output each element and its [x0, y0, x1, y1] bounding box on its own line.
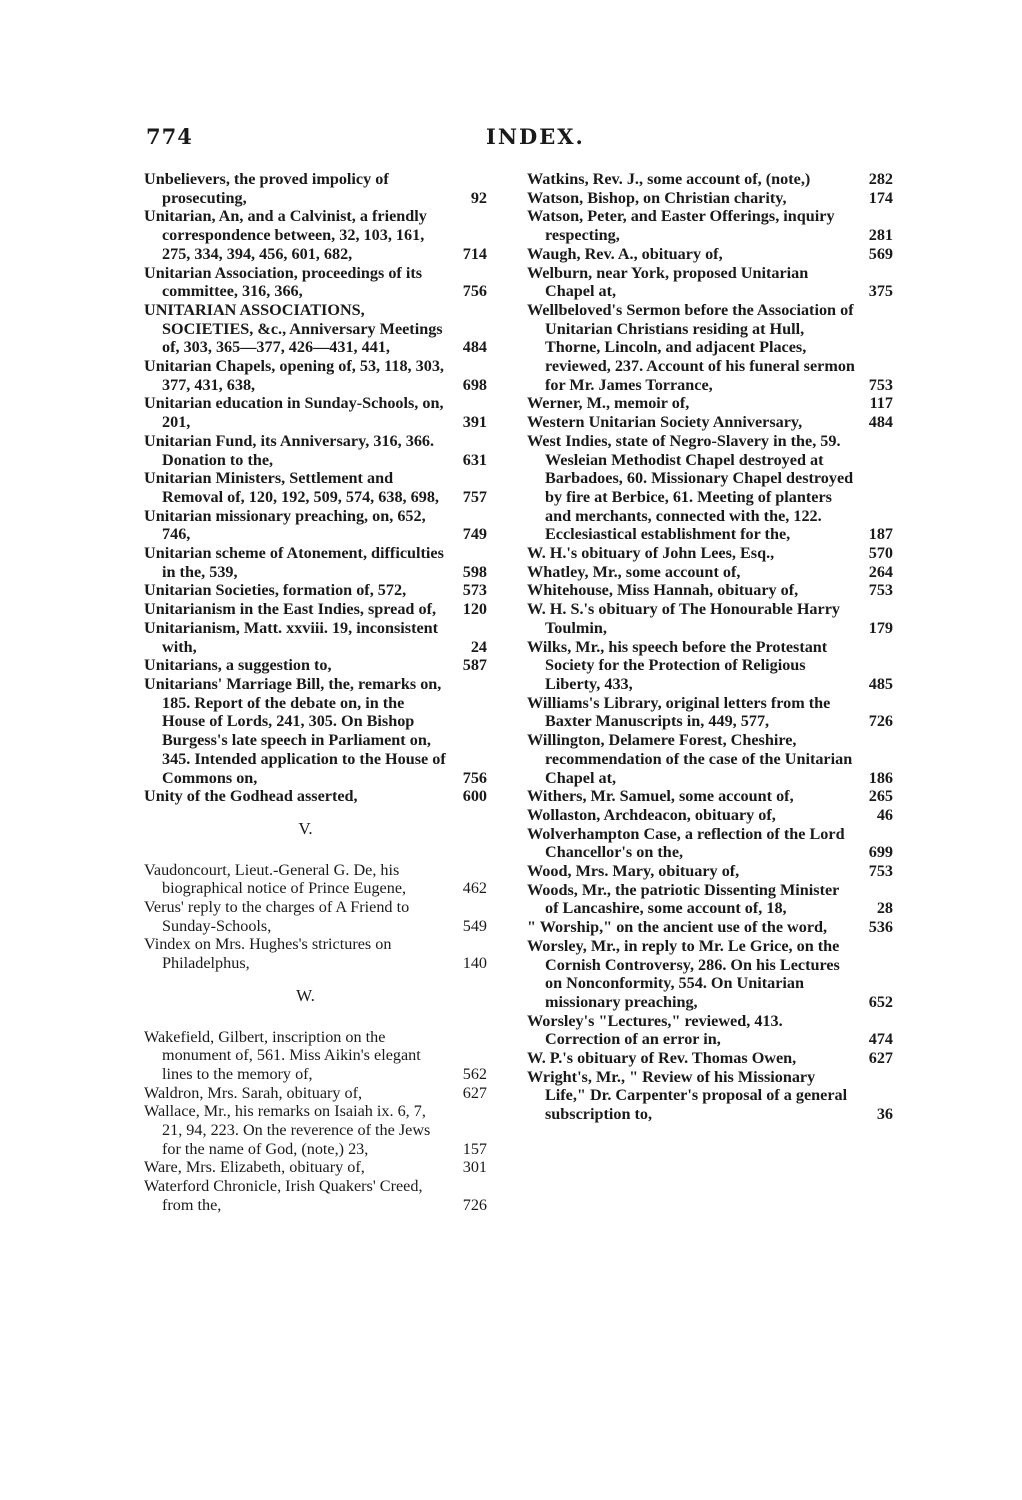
index-entry	[144, 170, 487, 207]
index-entry	[144, 301, 487, 357]
index-entry-page: 187	[868, 525, 893, 544]
index-entry-text: Unitarianism in the East Indies, spread of,	[144, 600, 437, 619]
index-entry-text: Wellbeloved's Sermon before the Association of Unitarian Christians residing at Hull, Thorne, Lincoln, and adjacent Places, reviewed, 237. Account of his funeral sermon for Mr. James Torrance,	[527, 300, 855, 394]
index-entry-page: 627	[462, 1083, 487, 1102]
index-entry-text: Unitarian scheme of Atonement, difficulties in the, 539,	[144, 544, 444, 581]
index-entry-text: Werner, M., memoir of,	[527, 394, 690, 413]
index-entry-page: 301	[462, 1158, 487, 1177]
index-entry-page: 484	[462, 338, 487, 357]
index-entry-page: 756	[462, 768, 487, 787]
index-entry-page: 627	[868, 1049, 893, 1068]
index-entry-page: 714	[462, 244, 487, 263]
index-entry-text: Whatley, Mr., some account of,	[527, 562, 741, 581]
index-entry-text: Unitarian Chapels, opening of, 53, 118, 303, 377, 431, 638,	[144, 357, 444, 394]
index-entry-page: 140	[462, 954, 487, 973]
index-entry-page: 28	[876, 899, 893, 918]
index-entry	[527, 413, 893, 432]
index-entry	[144, 898, 487, 935]
index-entry-page: 699	[868, 843, 893, 862]
index-entry-page: 264	[868, 562, 893, 581]
index-entry-text: Unitarian education in Sunday-Schools, on, 201,	[144, 394, 444, 432]
index-entry-page: 281	[868, 226, 893, 245]
index-entry-text: Wilks, Mr., his speech before the Protestant Society for the Protection of Religious Liberty, 433,	[527, 637, 828, 693]
index-entry	[527, 731, 893, 787]
index-entry-text: Unitarians, a suggestion to,	[144, 656, 332, 675]
index-entry-text: " Worship," on the ancient use of the word,	[527, 918, 828, 937]
index-entry	[527, 264, 893, 301]
index-entry-page: 562	[462, 1064, 487, 1083]
index-entry-text: W. P.'s obituary of Rev. Thomas Owen,	[527, 1049, 797, 1068]
left-column	[144, 170, 487, 1215]
index-entry-text: West Indies, state of Negro-Slavery in the, 59. Wesleian Methodist Chapel destroyed at Barbadoes, 60. Missionary Chapel destroyed by fire at Berbice, 61. Meeting of planters and merchants, connected with the, 122. Ecclesiastical establishment for the,	[527, 431, 854, 544]
index-entry	[527, 189, 893, 208]
index-entry-text: W. H. S.'s obituary of The Honourable Harry Toulmin,	[527, 600, 840, 637]
index-entry	[527, 918, 893, 937]
index-entry-text: Vindex on Mrs. Hughes's strictures on Philadelphus,	[144, 935, 392, 973]
index-entry-text: Ware, Mrs. Elizabeth, obituary of,	[144, 1158, 365, 1177]
index-entry	[527, 862, 893, 881]
index-entry-text: Welburn, near York, proposed Unitarian Chapel at,	[527, 263, 809, 301]
index-entry-page: 485	[868, 674, 893, 693]
index-entry	[144, 264, 487, 301]
index-entry-text: Vaudoncourt, Lieut.-General G. De, his biographical notice of Prince Eugene,	[144, 860, 407, 898]
index-entry-text: Willington, Delamere Forest, Cheshire, recommendation of the case of the Unitarian Chapel at,	[527, 731, 853, 787]
index-entry	[144, 432, 487, 469]
index-entry-text: UNITARIAN ASSOCIATIONS, SOCIETIES, &c., Anniversary Meetings of, 303, 365—377, 426—431, 441,	[144, 300, 443, 357]
index-entry	[527, 170, 893, 189]
index-entry-text: Unitarianism, Matt. xxviii. 19, inconsistent with,	[144, 618, 439, 656]
right-entries	[527, 170, 893, 1124]
index-entry-text: Unitarians' Marriage Bill, the, remarks on, 185. Report of the debate on, in the House of Lords, 241, 305. On Bishop Burgess's late speech in Parliament on, 345. Intended application to the House of Commons on,	[144, 674, 446, 787]
index-entry	[527, 1049, 893, 1068]
index-entry	[527, 207, 893, 244]
index-entry-page: 587	[462, 656, 487, 675]
index-entry-text: Unbelievers, the proved impolicy of prosecuting,	[144, 170, 389, 207]
index-entry	[527, 881, 893, 918]
page-header	[146, 124, 906, 154]
running-title: INDEX.	[486, 124, 585, 149]
index-entry	[144, 507, 487, 544]
index-entry-page: 573	[462, 581, 487, 600]
index-entry-page: 186	[868, 768, 893, 787]
index-entry-page: 92	[470, 188, 487, 207]
index-entry-text: Wright's, Mr., " Review of his Missionary Life," Dr. Carpenter's proposal of a general subscription to,	[527, 1067, 848, 1124]
index-entry-text: Waterford Chronicle, Irish Quakers' Creed, from the,	[144, 1177, 423, 1214]
index-entry-page: 698	[462, 375, 487, 394]
index-entry	[144, 207, 487, 263]
index-entry	[144, 1158, 487, 1177]
index-entry-page: 46	[876, 805, 893, 824]
index-entry-page: 753	[868, 375, 893, 394]
index-entry-page: 157	[462, 1139, 487, 1158]
index-entry-page: 549	[462, 916, 487, 935]
index-entry	[144, 861, 487, 898]
index-entry	[527, 694, 893, 731]
index-entry	[527, 600, 893, 637]
index-entry-text: Watson, Peter, and Easter Offerings, inquiry respecting,	[527, 207, 835, 245]
index-entry	[144, 394, 487, 431]
index-entry	[144, 544, 487, 581]
index-entry	[527, 787, 893, 806]
index-entry-page: 36	[876, 1105, 893, 1124]
index-entry	[144, 1102, 487, 1158]
index-entry-page: 652	[868, 992, 893, 1011]
index-entry-page: 120	[462, 600, 487, 619]
index-entry	[527, 563, 893, 582]
index-entry	[144, 581, 487, 600]
index-entry-text: Williams's Library, original letters from the Baxter Manuscripts in, 449, 577,	[527, 693, 831, 731]
index-entry-text: W. H.'s obituary of John Lees, Esq.,	[527, 544, 775, 563]
index-entry-text: Withers, Mr. Samuel, some account of,	[527, 787, 794, 806]
index-entry	[144, 675, 487, 787]
index-entry-page: 179	[868, 618, 893, 637]
index-entry-text: Wakefield, Gilbert, inscription on the monument of, 561. Miss Aikin's elegant lines to the memory of,	[144, 1027, 421, 1083]
index-entry-text: Wollaston, Archdeacon, obituary of,	[527, 805, 776, 824]
index-entry-text: Wolverhampton Case, a reflection of the Lord Chancellor's on the,	[527, 824, 845, 862]
index-entry-text: Unitarian Societies, formation of, 572,	[144, 581, 407, 600]
index-entry	[527, 581, 893, 600]
index-entry-text: Western Unitarian Society Anniversary,	[527, 413, 803, 432]
index-entry	[144, 935, 487, 972]
index-entry-page: 265	[868, 787, 893, 806]
index-entry-text: Worsley's "Lectures," reviewed, 413. Correction of an error in,	[527, 1011, 783, 1049]
index-entry	[527, 806, 893, 825]
index-entry-text: Unitarian Association, proceedings of its committee, 316, 366,	[144, 263, 423, 301]
index-entry-text: Wood, Mrs. Mary, obituary of,	[527, 862, 740, 881]
u-entries	[144, 170, 487, 806]
section-heading-v: V.	[298, 818, 313, 838]
index-entry-page: 570	[868, 544, 893, 563]
index-entry-page: 24	[470, 637, 487, 656]
index-entry-text: Worsley, Mr., in reply to Mr. Le Grice, on the Cornish Controversy, 286. On his Lectures on Nonconformity, 554. On Unitarian missionary preaching,	[527, 936, 840, 1011]
index-entry-page: 753	[868, 862, 893, 881]
section-heading-w: W.	[296, 985, 315, 1005]
index-entry-page: 749	[462, 525, 487, 544]
index-entry	[144, 1177, 487, 1214]
index-entry-text: Unitarian Fund, its Anniversary, 316, 366. Donation to the,	[144, 431, 435, 469]
index-entry-text: Verus' reply to the charges of A Friend to Sunday-Schools,	[144, 898, 410, 935]
index-entry-page: 598	[462, 562, 487, 581]
right-column	[527, 170, 893, 1124]
index-entry	[527, 301, 893, 395]
index-entry	[144, 656, 487, 675]
index-entry	[144, 469, 487, 506]
index-entry-text: Watkins, Rev. J., some account of, (note,)	[527, 170, 811, 188]
index-entry-text: Whitehouse, Miss Hannah, obituary of,	[527, 581, 799, 600]
w-entries	[144, 1028, 487, 1215]
index-entry	[527, 1012, 893, 1049]
v-entries	[144, 861, 487, 973]
index-entry-text: Unity of the Godhead asserted,	[144, 787, 358, 806]
index-entry-page: 174	[868, 188, 893, 207]
index-entry	[527, 432, 893, 544]
index-entry-page: 391	[462, 413, 487, 432]
index-entry-page: 753	[868, 581, 893, 600]
index-entry	[527, 394, 893, 413]
index-entry-page: 117	[869, 394, 893, 413]
index-entry-page: 757	[462, 487, 487, 506]
index-entry	[144, 619, 487, 656]
index-entry-page: 536	[868, 918, 893, 937]
index-entry	[527, 245, 893, 264]
page-number: 774	[146, 124, 193, 149]
index-entry	[144, 600, 487, 619]
index-entry-page: 484	[868, 413, 893, 432]
index-entry-page: 282	[868, 170, 893, 188]
index-entry-page: 631	[462, 450, 487, 469]
index-entry	[527, 638, 893, 694]
index-entry	[527, 544, 893, 563]
index-entry-text: Waugh, Rev. A., obituary of,	[527, 244, 723, 263]
index-entry-page: 462	[462, 879, 487, 898]
index-entry-page: 375	[868, 282, 893, 301]
index-entry	[527, 1068, 893, 1124]
index-entry	[527, 937, 893, 1012]
index-entry-page: 569	[868, 244, 893, 263]
index-entry-page: 600	[462, 787, 487, 806]
index-entry-text: Woods, Mr., the patriotic Dissenting Minister of Lancashire, some account of, 18,	[527, 880, 840, 918]
index-entry	[144, 357, 487, 394]
index-entry-text: Unitarian missionary preaching, on, 652, 746,	[144, 506, 426, 544]
index-entry-page: 726	[868, 712, 893, 731]
index-entry-page: 474	[868, 1030, 893, 1049]
index-entry-text: Watson, Bishop, on Christian charity,	[527, 188, 787, 207]
index-entry	[144, 1084, 487, 1103]
index-entry	[144, 787, 487, 806]
index-entry	[527, 825, 893, 862]
index-entry-text: Wallace, Mr., his remarks on Isaiah ix. 6, 7, 21, 94, 223. On the reverence of the Jews for the name of God, (note,) 23,	[144, 1102, 431, 1158]
index-entry	[144, 1028, 487, 1084]
index-entry-text: Unitarian Ministers, Settlement and Removal of, 120, 192, 509, 574, 638, 698,	[144, 469, 439, 506]
index-entry-text: Unitarian, An, and a Calvinist, a friendly correspondence between, 32, 103, 161, 275, 334, 394, 456, 601, 682,	[144, 207, 427, 263]
index-entry-text: Waldron, Mrs. Sarah, obituary of,	[144, 1083, 363, 1102]
index-entry-page: 726	[462, 1195, 487, 1214]
index-entry-page: 756	[462, 282, 487, 301]
